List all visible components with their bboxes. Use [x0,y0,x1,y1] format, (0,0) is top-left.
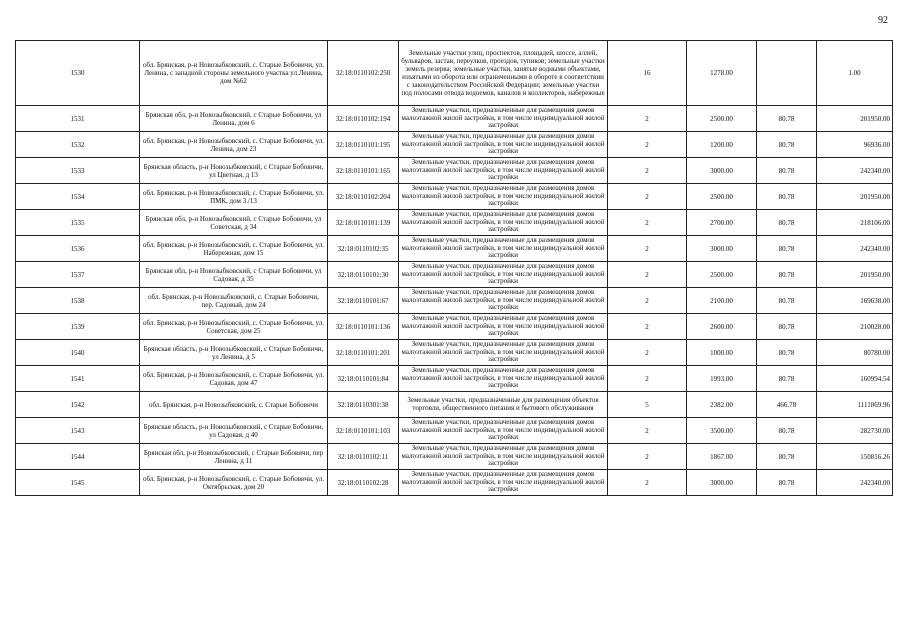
address-cell: Брянская обл, р-н Новозыбковский, с Старые Бобовичи, ул Садовая, д 35 [140,262,328,288]
specific-value-cell [757,41,817,106]
cadastral-value-cell: 210028.00 [817,314,893,340]
use-group-cell: 2 [608,236,687,262]
land-use-cell: Земельные участки, предназначенные для размещения домов малоэтажной жилой застройки, в том числе индивидуальной жилой застройки [399,210,608,236]
row-number: 1542 [16,392,140,418]
address-cell: обл. Брянская, р-н Новозыбковский, с. Старые Бобовичи, ул. Советская, дом 25 [140,314,328,340]
land-use-cell: Земельные участки, предназначенные для размещения домов малоэтажной жилой застройки, в том числе индивидуальной жилой застройки [399,340,608,366]
cadastral-number-cell: 32:18:0110102:204 [328,184,399,210]
table-row [16,470,893,496]
cadastral-number-cell: 32:18:0110102:194 [328,106,399,132]
cadastral-number-cell: 32:18:0110101:139 [328,210,399,236]
specific-value-cell: 80.78 [757,340,817,366]
land-use-cell: Земельные участки, предназначенные для размещения домов малоэтажной жилой застройки, в том числе индивидуальной жилой застройки [399,236,608,262]
cadastral-value-table [15,40,893,496]
cadastral-number-cell: 32:18:0110101:84 [328,366,399,392]
cadastral-number-cell: 32:18:0110101:195 [328,132,399,158]
table-row [16,340,893,366]
use-group-cell: 16 [608,41,687,106]
table-row [16,184,893,210]
table-row [16,158,893,184]
table-row [16,314,893,340]
row-number: 1533 [16,158,140,184]
land-use-cell: Земельные участки, предназначенные для размещения домов малоэтажной жилой застройки, в том числе индивидуальной жилой застройки [399,418,608,444]
table-row [16,132,893,158]
use-group-cell: 2 [608,366,687,392]
land-use-cell: Земельные участки, предназначенные для размещения домов малоэтажной жилой застройки, в том числе индивидуальной жилой застройки [399,366,608,392]
row-number: 1541 [16,366,140,392]
cadastral-number-cell: 32:18:0110101:67 [328,288,399,314]
row-number: 1543 [16,418,140,444]
cadastral-value-cell: 96936.00 [817,132,893,158]
specific-value-cell: 80.78 [757,444,817,470]
cadastral-value-cell: 1.00 [817,41,893,106]
specific-value-cell: 80.78 [757,184,817,210]
use-group-cell: 2 [608,314,687,340]
land-use-cell: Земельные участки, предназначенные для размещения домов малоэтажной жилой застройки, в том числе индивидуальной жилой застройки [399,132,608,158]
cadastral-number-cell: 32:18:0110102:28 [328,470,399,496]
cadastral-value-cell: 282730.00 [817,418,893,444]
cadastral-value-cell: 160994.54 [817,366,893,392]
specific-value-cell: 466.78 [757,392,817,418]
use-group-cell: 2 [608,132,687,158]
cadastral-number-cell: 32:18:0110101:136 [328,314,399,340]
address-cell: обл. Брянская, р-н Новозыбковский, с. Старые Бобовичи, пер. Садовый, дом 24 [140,288,328,314]
table-row [16,418,893,444]
table-row [16,392,893,418]
cadastral-value-cell: 242340.00 [817,236,893,262]
area-cell: 2500.00 [687,262,757,288]
specific-value-cell: 80.78 [757,418,817,444]
address-cell: Брянская обл, р-н Новозыбковский, с Старые Бобовичи, пер Ленина, д 11 [140,444,328,470]
cadastral-value-cell: 242340.00 [817,158,893,184]
land-use-cell: Земельные участки, предназначенные для размещения домов малоэтажной жилой застройки, в том числе индивидуальной жилой застройки [399,158,608,184]
cadastral-number-cell: 32:18:0110101:103 [328,418,399,444]
land-use-cell: Земельные участки, предназначенные для размещения домов малоэтажной жилой застройки, в том числе индивидуальной жилой застройки [399,184,608,210]
specific-value-cell: 80.78 [757,210,817,236]
specific-value-cell: 80.78 [757,314,817,340]
area-cell: 2382.00 [687,392,757,418]
area-cell: 2600.00 [687,314,757,340]
use-group-cell: 2 [608,444,687,470]
address-cell: обл. Брянская, р-н Новозыбковский, с. Старые Бобовичи, ул. Октябрьская, дом 20 [140,470,328,496]
table-row [16,366,893,392]
cadastral-number-cell: 32:18:0110101:201 [328,340,399,366]
table-row [16,444,893,470]
table-row [16,106,893,132]
row-number: 1532 [16,132,140,158]
row-number: 1531 [16,106,140,132]
address-cell: Брянская область, р-н Новозыбковский, с Старые Бобовичи, ул Ленина, д 5 [140,340,328,366]
land-use-cell: Земельные участки, предназначенные для размещения домов малоэтажной жилой застройки, в том числе индивидуальной жилой застройки [399,288,608,314]
specific-value-cell: 80.78 [757,366,817,392]
area-cell: 1000.00 [687,340,757,366]
address-cell: обл. Брянская, р-н Новозыбковский, с. Старые Бобовичи, ул. Ленина, с западной стороны земельного участка ул.Ленина, дом №62 [140,41,328,106]
area-cell: 3500.00 [687,418,757,444]
use-group-cell: 2 [608,340,687,366]
cadastral-value-cell: 1111869.96 [817,392,893,418]
address-cell: обл. Брянская, р-н Новозыбковский, с. Старые Бобовичи, ул. Набережная, дом 15 [140,236,328,262]
specific-value-cell: 80.78 [757,288,817,314]
land-use-cell: Земельные участки, предназначенные для размещения домов малоэтажной жилой застройки, в том числе индивидуальной жилой застройки [399,106,608,132]
area-cell: 1200.00 [687,132,757,158]
use-group-cell: 2 [608,210,687,236]
specific-value-cell: 80.78 [757,470,817,496]
specific-value-cell: 80.78 [757,158,817,184]
area-cell: 3000.00 [687,236,757,262]
row-number: 1544 [16,444,140,470]
row-number: 1535 [16,210,140,236]
cadastral-value-cell: 218106.00 [817,210,893,236]
row-number: 1536 [16,236,140,262]
use-group-cell: 2 [608,184,687,210]
area-cell: 2700.00 [687,210,757,236]
use-group-cell: 2 [608,288,687,314]
land-use-cell: Земельные участки, предназначенные для размещения домов малоэтажной жилой застройки, в том числе индивидуальной жилой застройки [399,314,608,340]
area-cell: 2500.00 [687,184,757,210]
land-use-cell: Земельные участки, предназначенные для размещения домов малоэтажной жилой застройки, в том числе индивидуальной жилой застройки [399,262,608,288]
table-row [16,41,893,106]
cadastral-number-cell: 32:18:0110102:11 [328,444,399,470]
address-cell: Брянская область, р-н Новозыбковский, с Старые Бобовичи, ул Садовая, д 40 [140,418,328,444]
page-number: 92 [878,15,888,26]
cadastral-value-cell: 169638.00 [817,288,893,314]
area-cell: 2500.00 [687,106,757,132]
area-cell: 1993.00 [687,366,757,392]
use-group-cell: 2 [608,158,687,184]
cadastral-value-cell: 242340.00 [817,470,893,496]
cadastral-value-cell: 80780.00 [817,340,893,366]
area-cell: 1278.00 [687,41,757,106]
table-row [16,262,893,288]
use-group-cell: 2 [608,106,687,132]
land-use-cell: Земельные участки, предназначенные для размещения домов малоэтажной жилой застройки, в том числе индивидуальной жилой застройки [399,470,608,496]
cadastral-number-cell: 32:18:0110101:30 [328,262,399,288]
cadastral-value-cell: 150816.26 [817,444,893,470]
table-row [16,210,893,236]
row-number: 1545 [16,470,140,496]
specific-value-cell: 80.78 [757,132,817,158]
row-number: 1539 [16,314,140,340]
specific-value-cell: 80.78 [757,106,817,132]
address-cell: обл. Брянская, р-н Новозыбковский, с. Старые Бобовичи, ул. ПМК, дом 3./13 [140,184,328,210]
address-cell: обл. Брянская, р-н Новозыбковский, с. Старые Бобовичи, ул. Ленина, дом 23 [140,132,328,158]
address-cell: обл. Брянская, р-н Новозыбковский, с. Старые Бобовичи [140,392,328,418]
land-use-cell: Земельные участки улиц, проспектов, площадей, шоссе, аллей, бульваров, застав, переулков, проездов, тупиков; земельные участки земель резерва; земельные участки, занятые водными объектами, изъятыми из оборота или ограниченными в обороте в соответствии с законодательством Российской Федерации; земельные участки под полосами отвода водоемов, каналов и коллекторов, набережные [399,41,608,106]
cadastral-number-cell: 32:18:0110301:38 [328,392,399,418]
cadastral-number-cell: 32:18:0110101:165 [328,158,399,184]
use-group-cell: 5 [608,392,687,418]
row-number: 1537 [16,262,140,288]
specific-value-cell: 80.78 [757,262,817,288]
table-row [16,236,893,262]
land-use-cell: Земельные участки, предназначенные для размещения домов малоэтажной жилой застройки, в том числе индивидуальной жилой застройки [399,444,608,470]
use-group-cell: 2 [608,262,687,288]
use-group-cell: 2 [608,470,687,496]
cadastral-value-cell: 201950.00 [817,184,893,210]
row-number: 1534 [16,184,140,210]
row-number: 1538 [16,288,140,314]
address-cell: Брянская обл, р-н Новозыбковский, с Старые Бобовичи, ул Советская, д 34 [140,210,328,236]
cadastral-number-cell: 32:18:0110102:250 [328,41,399,106]
use-group-cell: 2 [608,418,687,444]
address-cell: обл. Брянская, р-н Новозыбковский, с. Старые Бобовичи, ул. Садовая, дом 47 [140,366,328,392]
cadastral-number-cell: 32:18:0110102:35 [328,236,399,262]
row-number: 1540 [16,340,140,366]
specific-value-cell: 80.78 [757,236,817,262]
address-cell: Брянская обл, р-н Новозыбковский, с Старые Бобовичи, ул Ленина, дом 6 [140,106,328,132]
area-cell: 3000.00 [687,158,757,184]
cadastral-value-cell: 201950.00 [817,106,893,132]
area-cell: 2100.00 [687,288,757,314]
address-cell: Брянская область, р-н Новозыбковский, с Старые Бобовичи, ул Цветная, д 13 [140,158,328,184]
area-cell: 1867.00 [687,444,757,470]
table-row [16,288,893,314]
row-number: 1530 [16,41,140,106]
area-cell: 3000.00 [687,470,757,496]
cadastral-value-cell: 201950.00 [817,262,893,288]
land-use-cell: Земельные участки, предназначенные для размещения объектов торговли, общественного питания и бытового обслуживания [399,392,608,418]
table-body [16,41,893,496]
